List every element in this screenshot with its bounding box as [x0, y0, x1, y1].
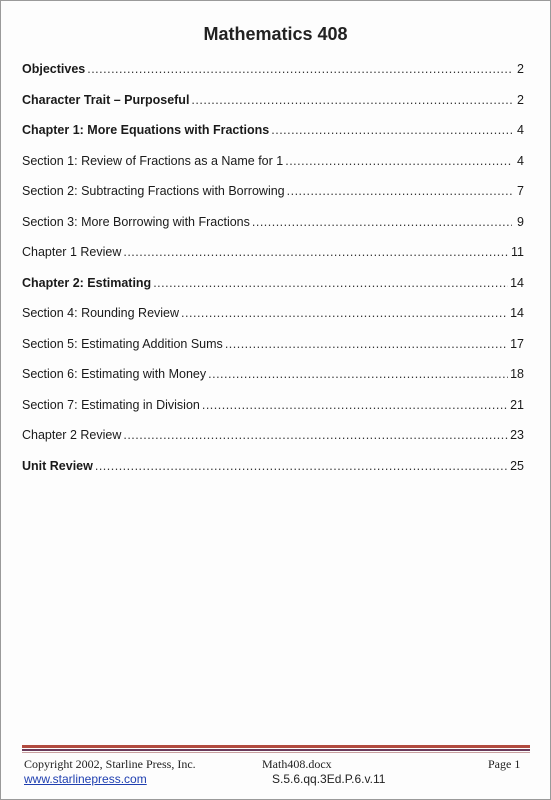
toc-row[interactable] [22, 337, 524, 368]
toc-row[interactable] [22, 367, 524, 398]
toc-leader-dots [181, 306, 508, 320]
toc-leader-dots [285, 154, 512, 168]
footer-left [24, 757, 196, 787]
toc-row[interactable] [22, 459, 524, 490]
toc-row[interactable] [22, 428, 524, 459]
toc-page-number: 23 [510, 428, 524, 442]
toc-page-number: 4 [517, 153, 524, 168]
toc-row[interactable] [22, 123, 524, 154]
toc-page-number: 11 [511, 245, 524, 259]
copyright-text: Copyright 2002, Starline Press, Inc. [24, 757, 196, 771]
toc-page-number: 25 [510, 458, 524, 473]
toc-entry-label: Objectives [22, 62, 86, 76]
toc-row[interactable] [22, 93, 524, 124]
toc-row[interactable] [22, 154, 524, 185]
toc-entry-label: Section 5: Estimating Addition Sums [22, 336, 223, 351]
toc-leader-dots [287, 184, 512, 198]
toc-page-number: 21 [510, 397, 524, 412]
toc-entry-label: Section 4: Rounding Review [22, 306, 180, 320]
toc-entry-label: Chapter 2 Review [22, 428, 122, 442]
toc-page-number: 4 [517, 123, 524, 137]
toc-entry-label: Section 6: Estimating with Money [22, 367, 207, 381]
toc-leader-dots [123, 428, 508, 442]
table-of-contents [22, 62, 524, 489]
toc-page-number: 2 [517, 62, 524, 76]
page-title: Mathematics 408 [203, 24, 348, 44]
toc-leader-dots [191, 93, 512, 107]
website-link[interactable]: www.starlinepress.com [24, 772, 147, 786]
version-text: S.5.6.qq.3Ed.P.6.v.11 [272, 772, 386, 786]
footer-rule [22, 752, 530, 753]
toc-row[interactable] [22, 306, 524, 337]
footer-rule [22, 745, 530, 748]
toc-leader-dots [153, 276, 508, 290]
toc-leader-dots [202, 398, 508, 412]
toc-row[interactable] [22, 398, 524, 429]
footer-center [262, 757, 385, 787]
toc-row[interactable] [22, 62, 524, 93]
filename-text: Math408.docx [262, 757, 332, 771]
toc-row[interactable] [22, 276, 524, 307]
toc-row[interactable] [22, 184, 524, 215]
toc-page-number: 2 [517, 92, 524, 107]
toc-page-number: 18 [510, 367, 524, 381]
toc-leader-dots [95, 459, 508, 473]
toc-page-number: 14 [510, 275, 524, 290]
toc-entry-label: Section 1: Review of Fractions as a Name for 1 [22, 153, 284, 168]
page-number-text: Page 1 [488, 757, 521, 771]
toc-row[interactable] [22, 215, 524, 246]
toc-entry-label: Character Trait – Purposeful [22, 92, 190, 107]
toc-row[interactable] [22, 245, 524, 276]
toc-entry-label: Section 3: More Borrowing with Fractions [22, 214, 250, 229]
toc-entry-label: Unit Review [22, 458, 93, 473]
toc-entry-label: Section 2: Subtracting Fractions with Borrowing [22, 184, 285, 198]
toc-leader-dots [271, 123, 512, 137]
toc-page-number: 7 [517, 184, 524, 198]
footer-right [488, 757, 520, 772]
toc-leader-dots [123, 245, 509, 259]
toc-page-number: 9 [517, 214, 524, 229]
footer-rule [22, 749, 530, 751]
toc-page-number: 14 [510, 306, 524, 320]
toc-page-number: 17 [510, 336, 524, 351]
toc-leader-dots [87, 62, 512, 76]
toc-entry-label: Chapter 1 Review [22, 245, 122, 259]
toc-leader-dots [252, 215, 512, 229]
toc-leader-dots [208, 367, 508, 381]
toc-entry-label: Chapter 1: More Equations with Fractions [22, 123, 270, 137]
toc-entry-label: Chapter 2: Estimating [22, 275, 152, 290]
toc-leader-dots [225, 337, 508, 351]
toc-entry-label: Section 7: Estimating in Division [22, 397, 200, 412]
